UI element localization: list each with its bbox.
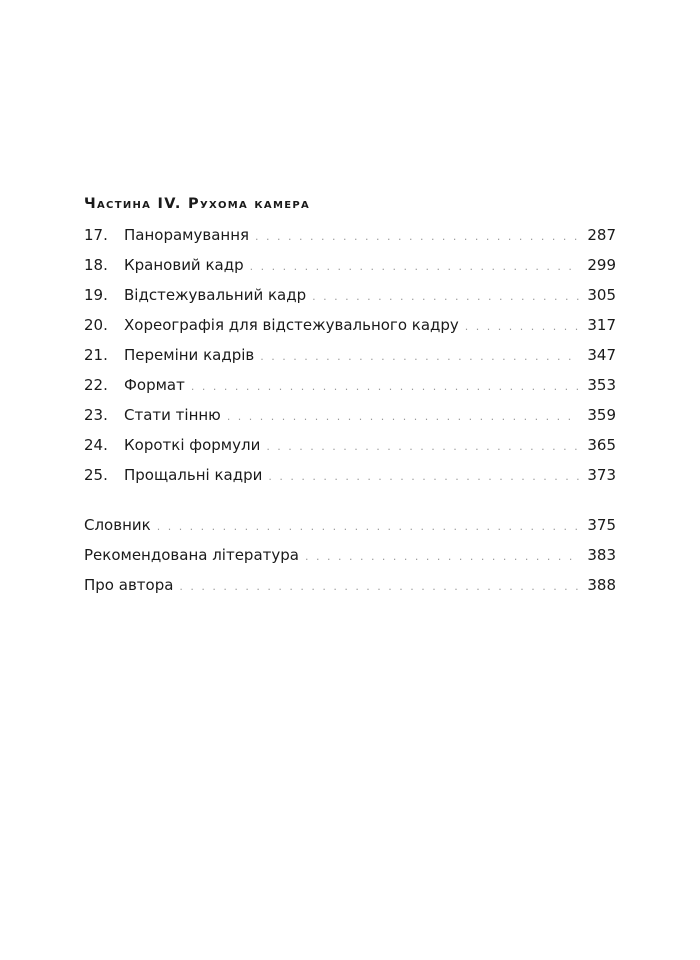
page-number: 299	[587, 256, 616, 274]
page-number: 353	[587, 376, 616, 394]
toc-entry-20[interactable]	[84, 314, 616, 344]
chapter-title: Хореографія для відстежувального кадру	[124, 316, 459, 334]
page-number: 359	[587, 406, 616, 424]
chapter-title: Стати тінню	[124, 406, 221, 424]
dot-leader	[312, 286, 579, 308]
page-number: 375	[587, 516, 616, 534]
chapter-title: Формат	[124, 376, 185, 394]
toc-entry-17[interactable]	[84, 224, 616, 254]
part-heading: Частина IV. Рухома камера	[84, 196, 310, 212]
toc-entry-recommended-reading[interactable]	[84, 544, 616, 574]
dot-leader	[179, 576, 579, 598]
chapter-number: 19.	[84, 286, 108, 304]
page-number: 388	[587, 576, 616, 594]
dot-leader	[250, 256, 580, 278]
chapter-number: 20.	[84, 316, 108, 334]
dot-leader	[255, 226, 579, 248]
toc-entry-21[interactable]	[84, 344, 616, 374]
entry-title: Рекомендована література	[84, 546, 299, 564]
chapter-title: Переміни кадрів	[124, 346, 255, 364]
page-number: 305	[587, 286, 616, 304]
chapter-number: 25.	[84, 466, 108, 484]
page-number: 373	[587, 466, 616, 484]
page-number: 365	[587, 436, 616, 454]
toc-entry-19[interactable]	[84, 284, 616, 314]
toc-entry-22[interactable]	[84, 374, 616, 404]
dot-leader	[305, 546, 579, 568]
chapter-title: Крановий кадр	[124, 256, 244, 274]
dot-leader	[260, 346, 579, 368]
chapter-title: Прощальні кадри	[124, 466, 263, 484]
toc-entry-23[interactable]	[84, 404, 616, 434]
chapter-number: 21.	[84, 346, 108, 364]
back-matter-list	[84, 514, 616, 604]
table-of-contents-page	[84, 0, 616, 960]
dot-leader	[268, 466, 579, 488]
page-number: 347	[587, 346, 616, 364]
chapter-number: 24.	[84, 436, 108, 454]
page-number: 317	[587, 316, 616, 334]
chapter-title: Панорамування	[124, 226, 250, 244]
dot-leader	[266, 436, 579, 458]
entry-title: Словник	[84, 516, 151, 534]
toc-entry-25[interactable]	[84, 464, 616, 494]
toc-entry-24[interactable]	[84, 434, 616, 464]
dot-leader	[465, 316, 580, 338]
dot-leader	[191, 376, 580, 398]
chapter-number: 22.	[84, 376, 108, 394]
chapter-number: 17.	[84, 226, 108, 244]
toc-entry-glossary[interactable]	[84, 514, 616, 544]
chapter-title: Відстежувальний кадр	[124, 286, 307, 304]
dot-leader	[157, 516, 580, 538]
entry-title: Про автора	[84, 576, 174, 594]
page-number: 287	[587, 226, 616, 244]
page-number: 383	[587, 546, 616, 564]
chapter-list	[84, 224, 616, 494]
chapter-number: 18.	[84, 256, 108, 274]
chapter-title: Короткі формули	[124, 436, 261, 454]
toc-entry-18[interactable]	[84, 254, 616, 284]
chapter-number: 23.	[84, 406, 108, 424]
dot-leader	[227, 406, 580, 428]
toc-entry-about-author[interactable]	[84, 574, 616, 604]
